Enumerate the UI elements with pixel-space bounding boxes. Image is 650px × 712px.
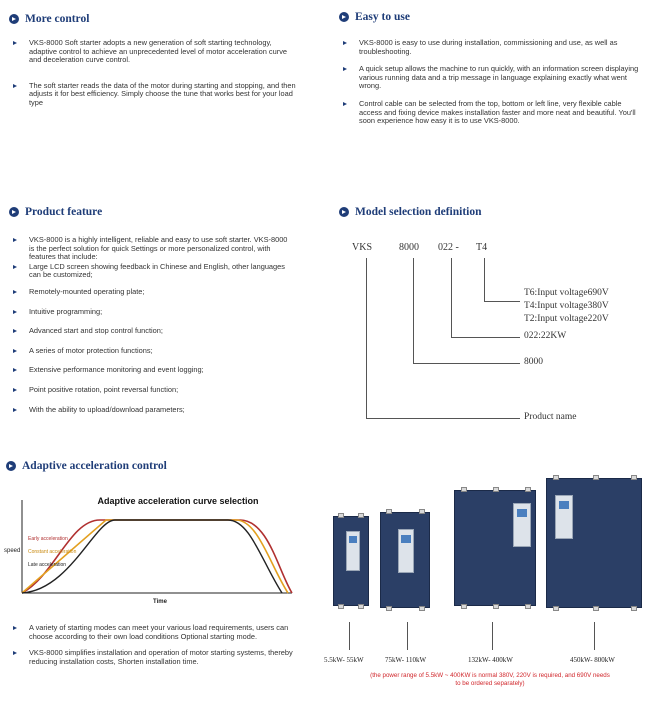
soft-starter-image-large — [454, 490, 536, 606]
model-pointer-line — [407, 622, 408, 650]
soft-starter-image-extra-large — [546, 478, 642, 608]
model-pointer-line — [594, 622, 595, 650]
more-control-title: More control — [25, 13, 90, 25]
legend-early: Early acceleration — [28, 536, 68, 542]
chart-title: Adaptive acceleration curve selection — [97, 496, 259, 506]
soft-starter-image-small — [333, 516, 369, 606]
model-pointer-line — [349, 622, 350, 650]
list-item: VKS-8000 simplifies installation and operation of motor starting systems, thereby reducing installation costs, Shorten installation time. — [9, 649, 299, 666]
legend-constant: Constant acceleration — [28, 549, 77, 555]
product-feature-list — [9, 236, 294, 414]
code-vks: VKS — [352, 242, 373, 253]
product-name-definition: Product name — [524, 412, 577, 422]
list-item: Point positive rotation, point reversal function; — [9, 386, 294, 395]
connector-line — [413, 258, 414, 364]
adaptive-control-list — [9, 624, 299, 666]
model-label: 450kW- 800kW — [570, 656, 615, 664]
series-late-acceleration — [22, 520, 282, 593]
connector-line — [366, 258, 367, 419]
voltage-note: (the power range of 5.5kW ~ 400KW is normal 380V, 220V is required, and 690V needs to be ordered separately) — [370, 672, 610, 687]
adaptive-control-title: Adaptive acceleration control — [22, 460, 167, 472]
section-bullet-icon — [9, 207, 19, 217]
list-item: Large LCD screen showing feedback in Chinese and English, other languages can be customized; — [9, 263, 294, 280]
connector-line — [484, 258, 485, 302]
easy-to-use-list — [339, 39, 639, 126]
list-item: VKS-8000 Soft starter adopts a new generation of soft starting technology, adaptive control to achieve an unprecedented level of motor acceleration curve and deceleration curve control. — [9, 39, 299, 65]
power-definition: 022:22KW — [524, 331, 567, 341]
product-feature-title: Product feature — [25, 206, 103, 218]
connector-line — [413, 363, 520, 364]
list-item: A quick setup allows the machine to run quickly, with an information screen displaying various running data and a trip message in language explaining exactly what went wrong. — [339, 65, 639, 91]
connector-line — [451, 337, 520, 338]
code-022: 022 - — [438, 242, 459, 253]
code-t4: T4 — [476, 242, 488, 253]
model-label: 5.5kW- 55kW — [324, 656, 364, 664]
connector-line — [484, 301, 520, 302]
list-item: A series of motor protection functions; — [9, 347, 294, 356]
voltage-t2: T2:Input voltage220V — [524, 314, 609, 324]
more-control-heading — [9, 13, 89, 25]
series-definition: 8000 — [524, 357, 543, 367]
list-item: Extensive performance monitoring and event logging; — [9, 366, 294, 375]
section-bullet-icon — [339, 12, 349, 22]
list-item: Remotely-mounted operating plate; — [9, 288, 294, 297]
list-item: VKS-8000 is a highly intelligent, reliable and easy to use soft starter. VKS-8000 is the perfect solution for quick Settings or more personalized control, with features that include: — [9, 236, 294, 262]
model-label: 132kW- 400kW — [468, 656, 513, 664]
easy-to-use-heading — [339, 11, 410, 23]
x-axis-label: Time — [153, 599, 167, 605]
section-bullet-icon — [6, 461, 16, 471]
model-selection-title: Model selection definition — [355, 206, 482, 218]
code-8000: 8000 — [399, 242, 419, 253]
connector-line — [451, 258, 452, 338]
legend-late: Late acceleration — [28, 562, 67, 568]
list-item: Control cable can be selected from the top, bottom or left line, very flexible cable access and fixing device makes installation faster and more neat and beautiful. You'll soon experience how easy it is to use VKS-8000. — [339, 100, 639, 126]
series-early-acceleration — [22, 520, 292, 593]
section-bullet-icon — [339, 207, 349, 217]
y-axis-label: speed — [4, 548, 21, 554]
model-label: 75kW- 110kW — [385, 656, 427, 664]
soft-starter-image-medium — [380, 512, 430, 608]
voltage-t6: T6:Input voltage690V — [524, 288, 609, 298]
series-constant-acceleration — [22, 520, 288, 593]
list-item: With the ability to upload/download parameters; — [9, 406, 294, 415]
list-item: VKS-8000 is easy to use during installation, commissioning and use, as well as troubleshooting. — [339, 39, 639, 56]
list-item: The soft starter reads the data of the motor during starting and stopping, and then adjusts it for best efficiency. Simply choose the tune that works best for your load type — [9, 82, 299, 108]
easy-to-use-title: Easy to use — [355, 11, 410, 23]
model-pointer-line — [492, 622, 493, 650]
voltage-t4: T4:Input voltage380V — [524, 301, 609, 311]
connector-line — [366, 418, 520, 419]
product-feature-heading — [9, 206, 102, 218]
more-control-list — [9, 39, 299, 108]
acceleration-curve-chart — [0, 490, 300, 610]
list-item: A variety of starting modes can meet your various load requirements, users can choose according to their own load conditions Optional starting mode. — [9, 624, 299, 641]
list-item: Advanced start and stop control function; — [9, 327, 294, 336]
adaptive-control-heading — [6, 460, 167, 472]
list-item: Intuitive programming; — [9, 308, 294, 317]
model-selection-heading — [339, 206, 482, 218]
section-bullet-icon — [9, 14, 19, 24]
